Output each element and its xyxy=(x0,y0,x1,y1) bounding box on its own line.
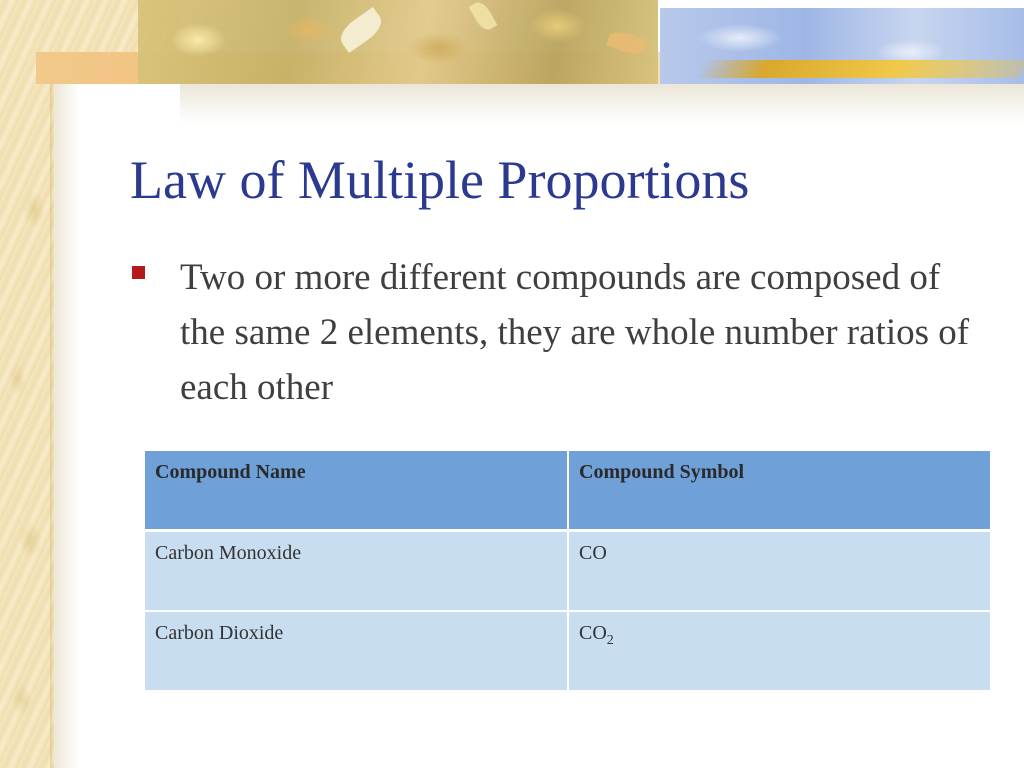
bullet-text: Two or more different compounds are composed of the same 2 elements, they are whole number ratios of each other xyxy=(180,257,970,408)
top-shadow xyxy=(180,84,1024,124)
autumn-leaves-banner xyxy=(138,0,658,84)
cell-compound-symbol xyxy=(569,612,990,690)
cell-compound-name: Carbon Dioxide xyxy=(145,612,569,690)
header-compound-name: Compound Name xyxy=(145,451,569,532)
leaf-shape xyxy=(606,28,648,58)
cell-compound-symbol xyxy=(569,532,990,612)
left-shadow xyxy=(54,84,80,768)
header-compound-symbol: Compound Symbol xyxy=(569,451,990,532)
table-row xyxy=(145,612,990,690)
gold-streak xyxy=(695,60,1024,78)
leaf-shape xyxy=(335,7,386,53)
cell-compound-name: Carbon Monoxide xyxy=(145,532,569,612)
table-row xyxy=(145,532,990,612)
symbol-subscript: 2 xyxy=(606,633,614,648)
table-header-row xyxy=(145,451,990,532)
compound-table xyxy=(145,451,990,690)
slide-title: Law of Multiple Proportions xyxy=(130,150,750,210)
square-bullet-icon xyxy=(132,266,145,279)
symbol-text: CO xyxy=(579,542,607,564)
parchment-left-border xyxy=(0,0,54,768)
leaf-shape xyxy=(469,0,498,33)
symbol-text: CO xyxy=(579,622,607,644)
